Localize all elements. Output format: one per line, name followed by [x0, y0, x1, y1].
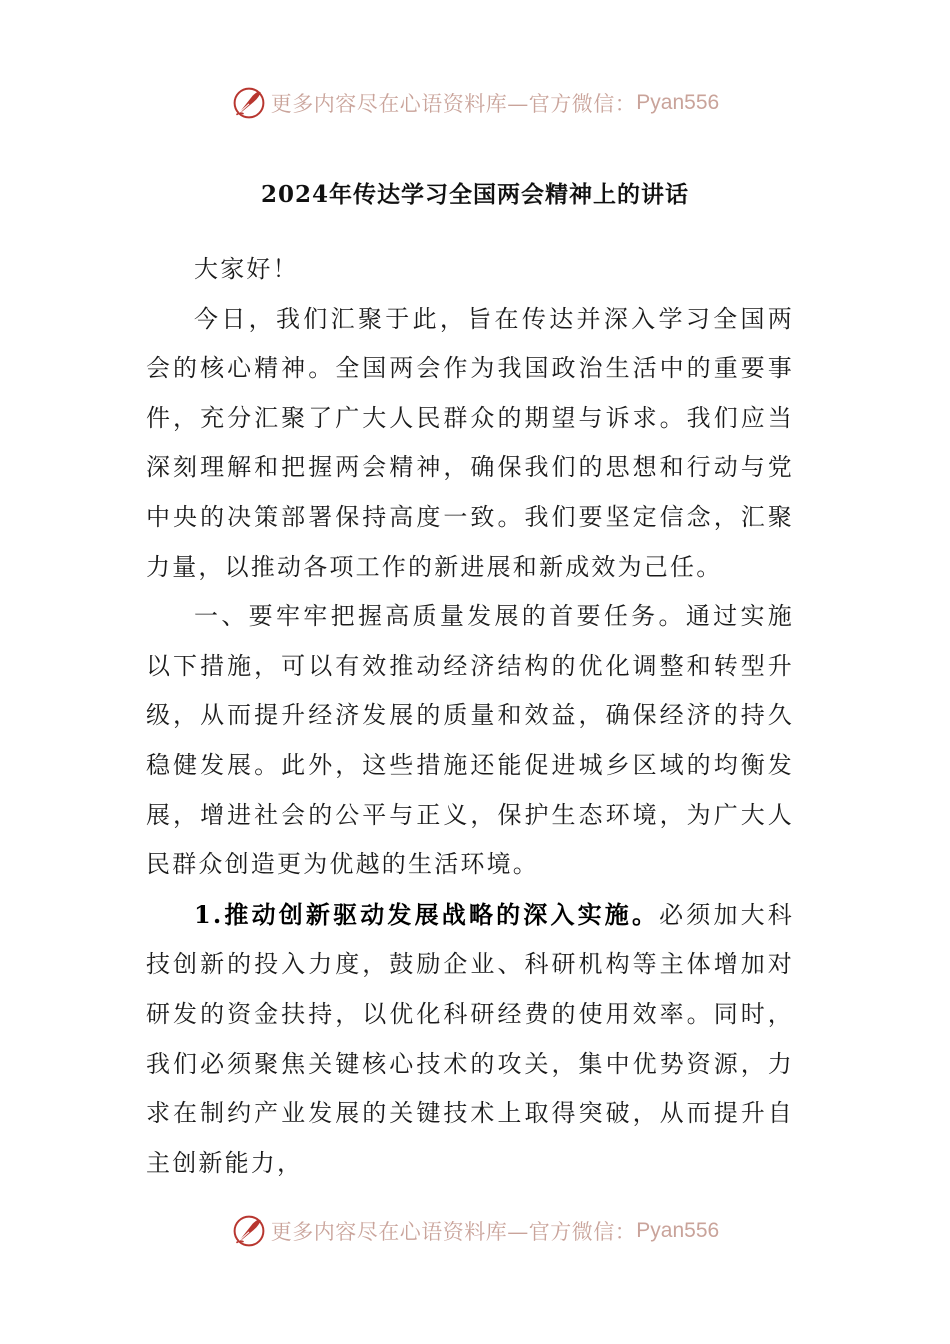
document-title: 2024年传达学习全国两会精神上的讲话 — [260, 181, 689, 208]
header-watermark-banner — [0, 78, 950, 128]
point-one-heading: 1.推动创新驱动发展战略的深入实施。 — [194, 899, 660, 929]
document-body — [146, 245, 794, 1188]
point-one-text: 必须加大科技创新的投入力度，鼓励企业、科研机构等主体增加对研发的资金扶持，以优化科研经费的使用效率。同时，我们必须聚焦关键核心技术的攻关，集中优势资源，力求在制约产业发展的关键技术上取得突破，从而提升自主创新能力， — [146, 900, 794, 1177]
section-one-paragraph: 一、要牢牢把握高质量发展的首要任务。通过实施以下措施，可以有效推动经济结构的优化调整和转型升级，从而提升经济发展的质量和效益，确保经济的持久稳健发展。此外，这些措施还能促进城乡区域的均衡发展，增进社会的公平与正义，保护生态环境，为广大人民群众创造更为优越的生活环境。 — [146, 602, 794, 879]
quill-logo-icon — [231, 85, 267, 121]
greeting-paragraph: 大家好！ — [194, 255, 299, 283]
header-banner-text: 更多内容尽在心语资料库—官方微信： — [270, 92, 637, 116]
intro-paragraph: 今日，我们汇聚于此，旨在传达并深入学习全国两会的核心精神。全国两会作为我国政治生活中的重要事件，充分汇聚了广大人民群众的期望与诉求。我们应当深刻理解和把握两会精神，确保我们的思想和行动与党中央的决策部署保持高度一致。我们要坚定信念，汇聚力量，以推动各项工作的新进展和新成效为己任。 — [146, 304, 794, 581]
footer-banner-text: 更多内容尽在心语资料库—官方微信： — [270, 1220, 637, 1244]
quill-logo-icon — [231, 1213, 267, 1249]
footer-banner-wechat-id: Pyan556 — [636, 1219, 720, 1242]
footer-watermark-banner — [0, 1206, 950, 1256]
point-one-paragraph — [146, 890, 794, 1189]
header-banner-wechat-id: Pyan556 — [636, 91, 720, 114]
